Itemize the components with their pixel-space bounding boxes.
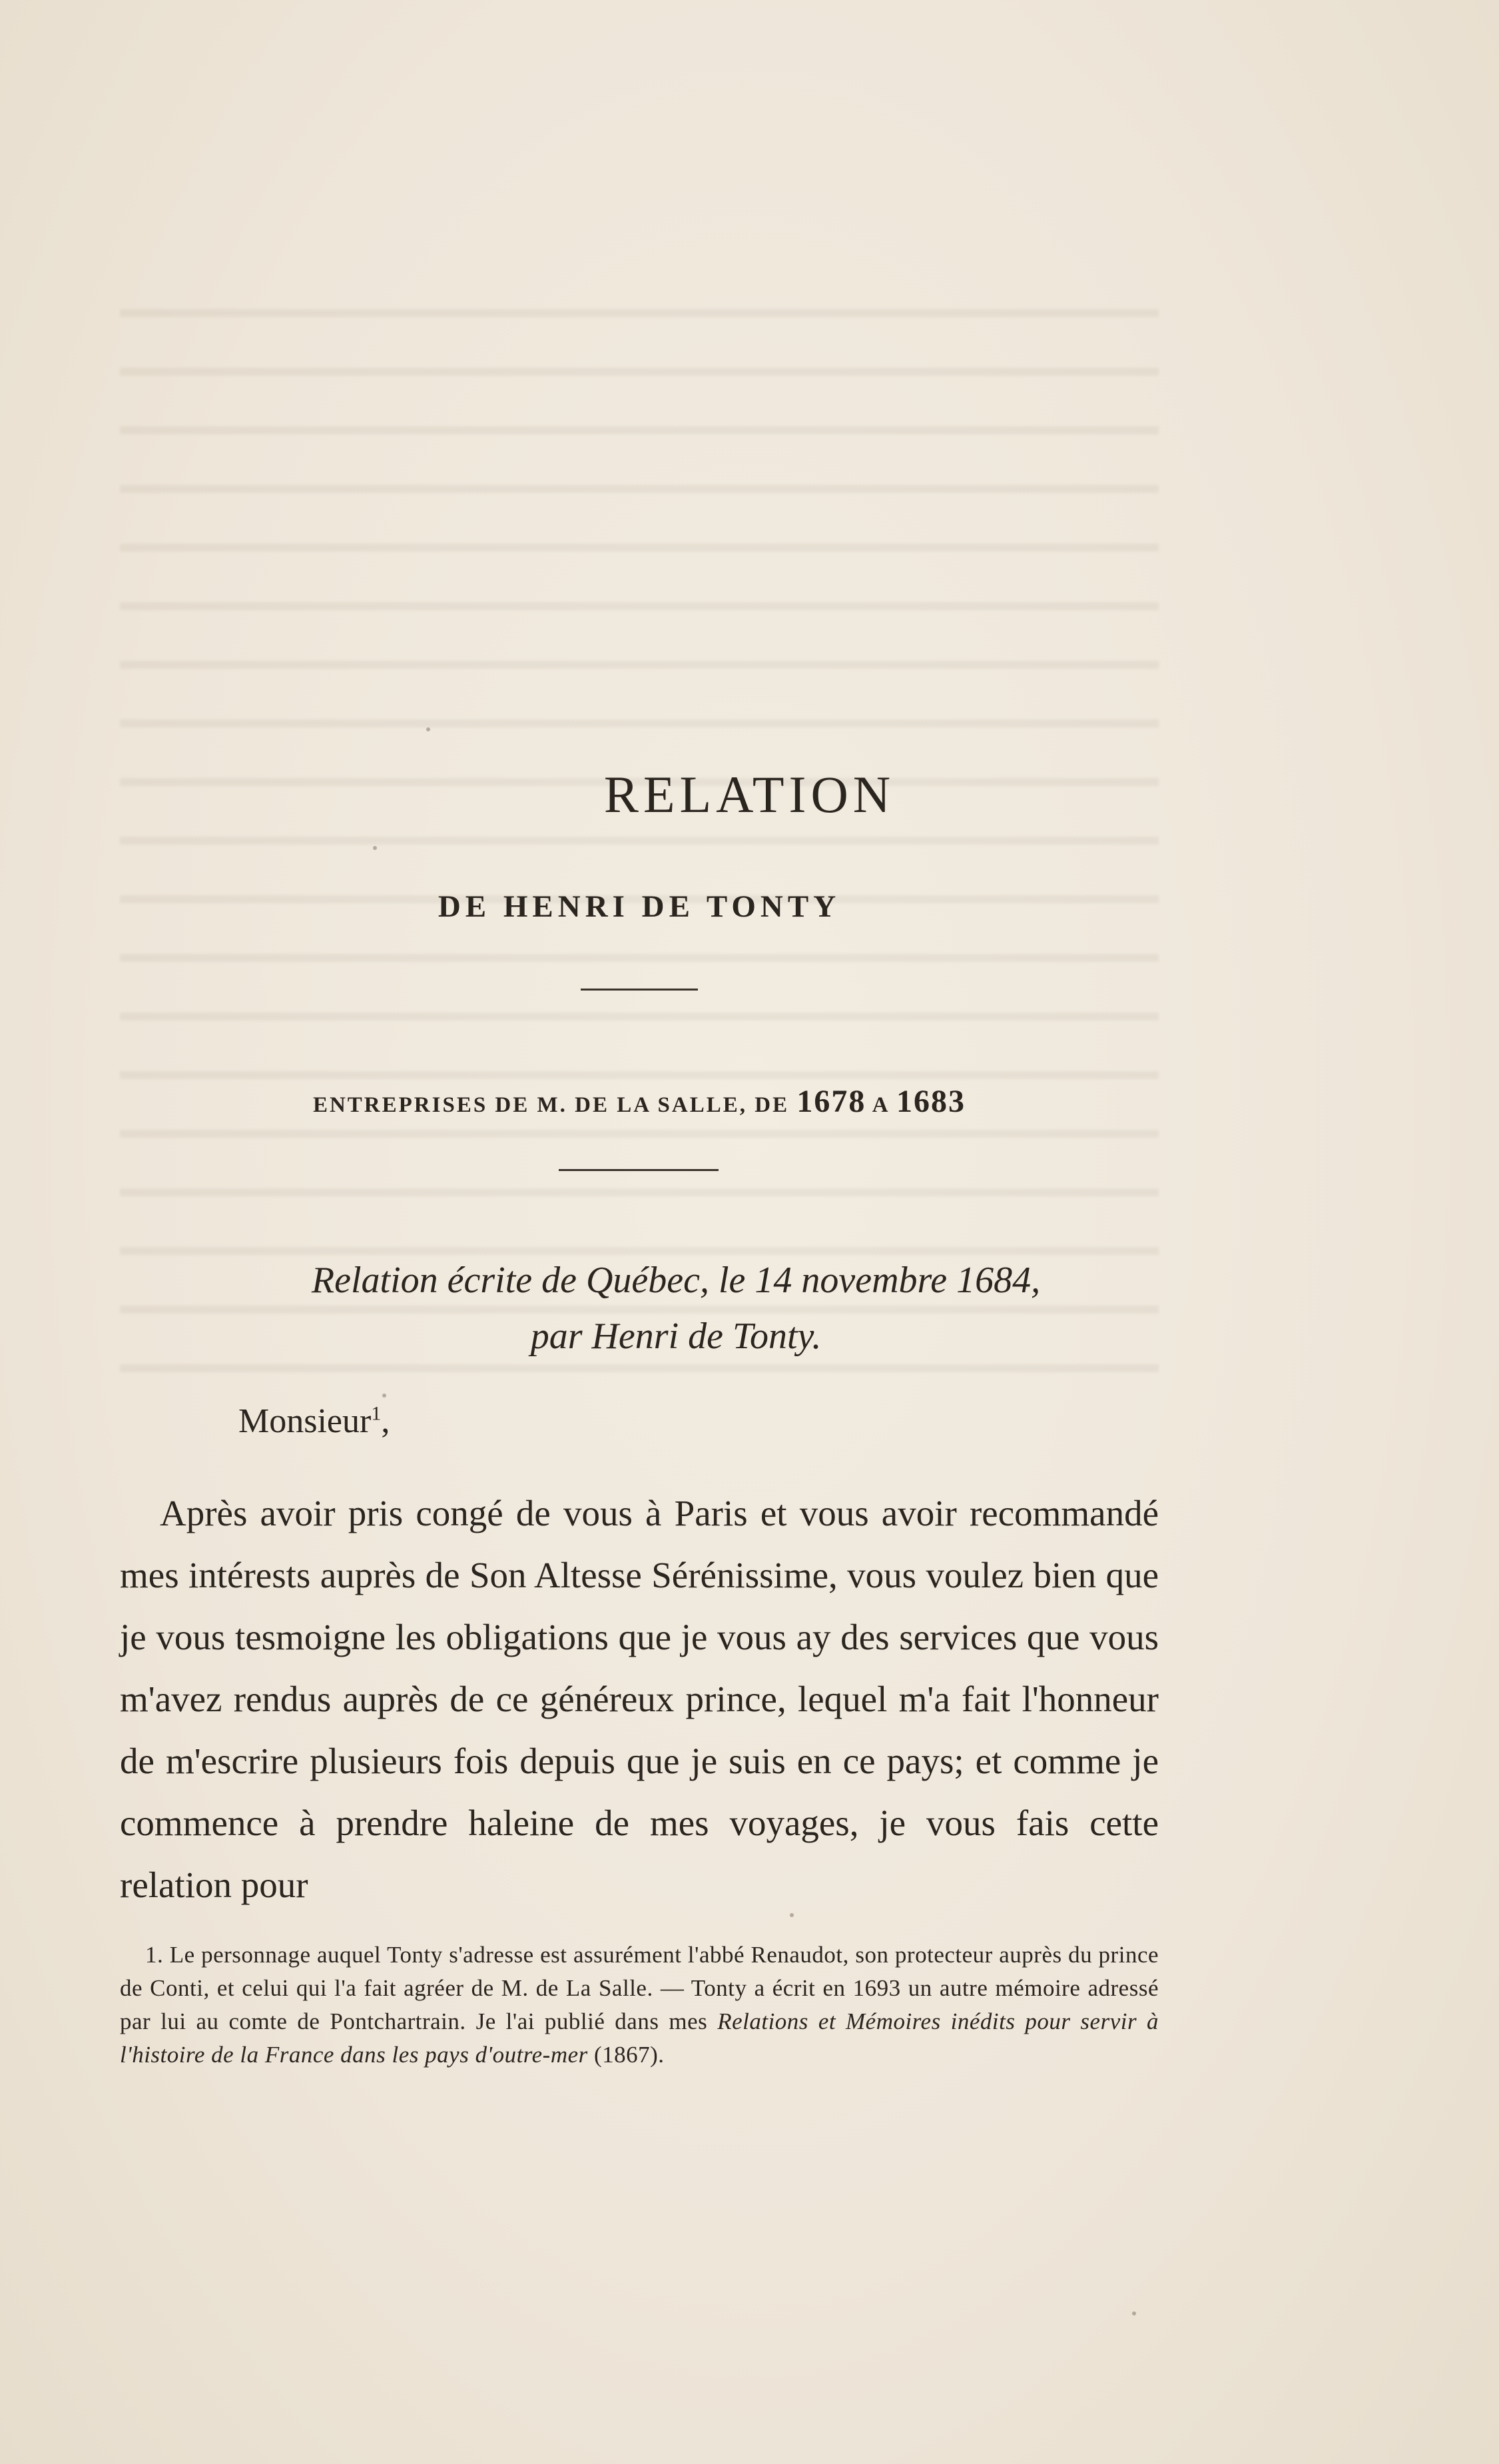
body-paragraph: Après avoir pris congé de vous à Paris et vous avoir recommandé mes intérests auprès de Son Altesse Sérénissime, vous voulez bien que je vous tesmoigne les obligations que je vous ay des services que vous m'avez rendus auprès de ce généreux prince, lequel m'a fait l'honneur de m'escrire plusieurs fois depuis que je suis en ce pays; et comme je commence à prendre haleine de mes voyages, je vous fais cette relation pour <box>120 1493 1159 1905</box>
footnote-number: 1. <box>145 1942 164 1968</box>
bleed-through <box>120 280 1159 1379</box>
dateline-line: Relation écrite de Québec, le 14 novembre 1684, <box>311 1260 1041 1301</box>
salutation-punct: , <box>381 1402 390 1440</box>
salutation-text: Monsieur <box>238 1402 372 1440</box>
footnote <box>120 1938 1159 2072</box>
paper-speck <box>382 1394 386 1398</box>
footnote-italic-title: Relations et Mémoires inédits pour servir à l'histoire de la France dans les pays d'outre-mer <box>120 2008 1159 2068</box>
paper-speck <box>373 846 377 850</box>
section-heading-prefix: ENTREPRISES DE M. DE LA SALLE, DE <box>312 1093 790 1117</box>
salutation <box>238 1402 390 1441</box>
page-subtitle: DE HENRI DE TONTY <box>438 889 841 924</box>
footnote-text: Le personnage auquel Tonty s'adresse est assurément l'abbé Renaudot, son protecteur auprès du prince de Conti, et celui qui l'a fait agréer de M. de La Salle. — Tonty a écrit en 1693 un autre mémoire adressé par lui au comte de Pontchartrain. Je l'ai publié dans mes <box>120 1942 1159 2034</box>
section-connector: A <box>872 1093 889 1117</box>
paper-speck <box>790 1913 794 1917</box>
dateline-line: par Henri de Tonty. <box>530 1316 822 1357</box>
divider-rule <box>559 1169 719 1171</box>
dateline <box>203 1252 1149 1364</box>
section-year-start: 1678 <box>796 1084 866 1119</box>
divider-rule <box>581 989 698 991</box>
footnote-text-end: (1867). <box>594 2042 665 2068</box>
section-year-end: 1683 <box>896 1084 966 1119</box>
paper-speck <box>1132 2311 1136 2315</box>
paper-speck <box>426 727 430 731</box>
page-title: RELATION <box>603 765 896 823</box>
footnote-mark: 1 <box>371 1402 382 1425</box>
section-heading <box>0 1083 1279 1120</box>
